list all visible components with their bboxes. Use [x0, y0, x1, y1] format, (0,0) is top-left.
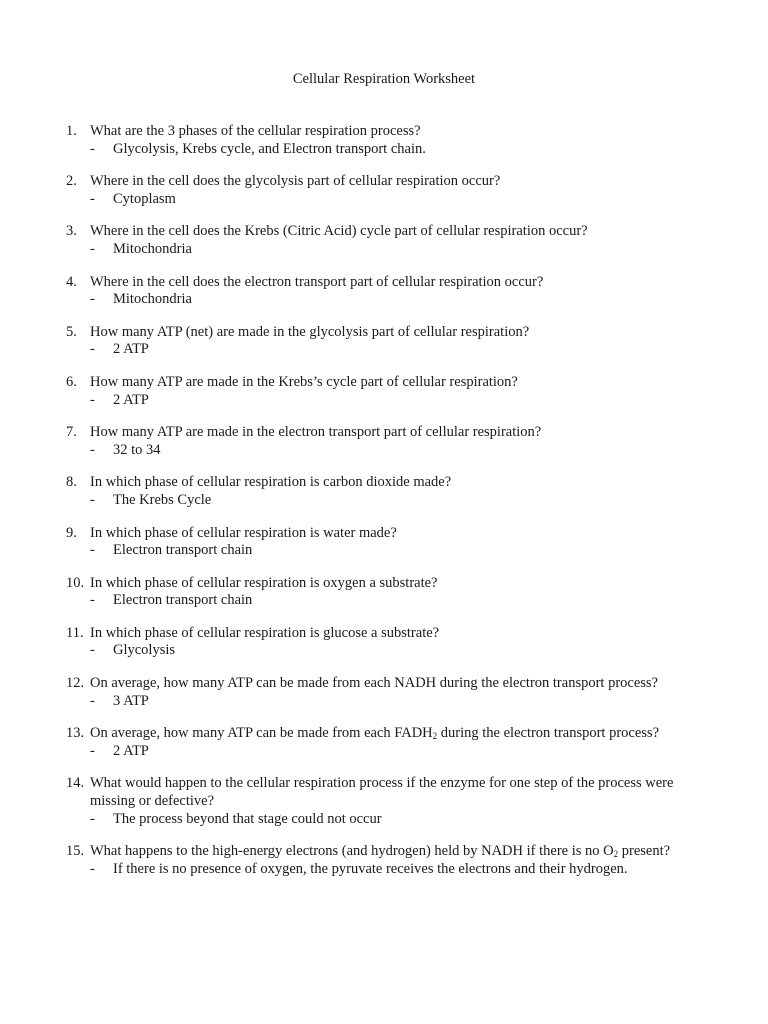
answer-dash: -: [90, 642, 95, 659]
answer-line: [90, 693, 710, 711]
answer-text: If there is no presence of oxygen, the pyruvate receives the electrons and their hydrogen.: [113, 860, 628, 877]
question-text: On average, how many ATP can be made from each NADH during the electron transport process?: [90, 675, 658, 692]
question-item: [0, 173, 768, 208]
question-text: What are the 3 phases of the cellular respiration process?: [90, 123, 421, 139]
question-text: How many ATP are made in the Krebs’s cycle part of cellular respiration?: [90, 373, 518, 390]
answer-text: The process beyond that stage could not occur: [113, 810, 382, 827]
question-item: [0, 725, 768, 760]
question-item: [0, 123, 768, 158]
question-item: [0, 625, 768, 660]
answer-line: [90, 542, 710, 560]
question-text: How many ATP are made in the electron transport part of cellular respiration?: [90, 424, 542, 441]
answer-line: [90, 191, 710, 209]
question-text: In which phase of cellular respiration is carbon dioxide made?: [90, 474, 452, 491]
question-number: 15.: [66, 843, 85, 860]
question-text: In which phase of cellular respiration is glucose a substrate?: [90, 624, 440, 641]
question-list: [0, 123, 768, 893]
question-item: [0, 843, 768, 878]
answer-line: [90, 861, 710, 879]
question-text: Where in the cell does the Krebs (Citric Acid) cycle part of cellular respiration occur?: [90, 223, 588, 240]
answer-text: Mitochondria: [113, 240, 192, 257]
question-text: How many ATP (net) are made in the glycolysis part of cellular respiration?: [90, 323, 530, 340]
question-text-part: present?: [618, 843, 671, 860]
question-text: Where in the cell does the electron transport part of cellular respiration occur?: [90, 273, 544, 290]
question-item: [0, 274, 768, 309]
answer-line: [90, 291, 710, 309]
answer-line: [90, 642, 710, 660]
answer-dash: -: [90, 291, 95, 308]
answer-dash: -: [90, 810, 95, 827]
answer-text: 2 ATP: [113, 391, 149, 408]
answer-text: Electron transport chain: [113, 542, 253, 559]
question-text: Where in the cell does the glycolysis part of cellular respiration occur?: [90, 173, 501, 190]
question-item: [0, 324, 768, 359]
question-text: In which phase of cellular respiration is oxygen a substrate?: [90, 574, 438, 591]
question-item: [0, 575, 768, 610]
answer-dash: -: [90, 140, 95, 157]
question-item: [0, 675, 768, 710]
answer-line: [90, 341, 710, 359]
answer-dash: -: [90, 592, 95, 609]
answer-dash: -: [90, 391, 95, 408]
answer-dash: -: [90, 542, 95, 559]
answer-dash: -: [90, 441, 95, 458]
question-number: 5.: [66, 323, 77, 340]
question-number: 10.: [66, 574, 85, 591]
answer-dash: -: [90, 341, 95, 358]
question-number: 3.: [66, 223, 77, 240]
question-number: 6.: [66, 373, 77, 390]
answer-dash: -: [90, 190, 95, 207]
answer-line: [90, 492, 710, 510]
worksheet-title: Cellular Respiration Worksheet: [292, 71, 476, 87]
answer-dash: -: [90, 742, 95, 759]
answer-text: Glycolysis: [113, 642, 176, 659]
question-text: In which phase of cellular respiration is water made?: [90, 524, 397, 541]
answer-dash: -: [90, 692, 95, 709]
question-item: [0, 525, 768, 560]
question-item: [0, 424, 768, 459]
question-number: 14.: [66, 775, 85, 792]
answer-line: [90, 811, 710, 829]
question-item: [0, 374, 768, 409]
question-text: [90, 843, 710, 861]
answer-line: [90, 392, 710, 410]
question-item: [0, 775, 768, 828]
question-item: [0, 223, 768, 258]
question-number: 9.: [66, 524, 77, 541]
question-text-part: during the electron transport process?: [437, 725, 660, 742]
answer-line: [90, 141, 710, 159]
question-text: What would happen to the cellular respiration process if the enzyme for one step of the process were missing or defective?: [90, 775, 674, 810]
question-number: 13.: [66, 725, 85, 742]
subscript: 2: [613, 849, 619, 860]
answer-text: Glycolysis, Krebs cycle, and Electron transport chain.: [113, 140, 426, 157]
answer-text: 2 ATP: [113, 341, 149, 358]
answer-text: 2 ATP: [113, 742, 149, 759]
answer-dash: -: [90, 240, 95, 257]
question-number: 12.: [66, 675, 85, 692]
answer-dash: -: [90, 491, 95, 508]
answer-dash: -: [90, 860, 95, 877]
question-number: 7.: [66, 424, 77, 441]
answer-line: [90, 442, 710, 460]
question-number: 2.: [66, 173, 77, 190]
answer-text: 3 ATP: [113, 692, 149, 709]
answer-text: Mitochondria: [113, 291, 192, 308]
question-item: [0, 474, 768, 509]
answer-text: Electron transport chain: [113, 592, 253, 609]
question-number: 11.: [66, 624, 84, 641]
question-number: 1.: [66, 123, 77, 139]
question-text-part: What happens to the high-energy electrons (and hydrogen) held by NADH if there is no O: [90, 843, 614, 860]
answer-text: 32 to 34: [113, 441, 161, 458]
answer-line: [90, 592, 710, 610]
question-number: 4.: [66, 273, 77, 290]
question-number: 8.: [66, 474, 77, 491]
question-text-part: On average, how many ATP can be made from each FADH: [90, 725, 433, 742]
answer-line: [90, 241, 710, 259]
subscript: 2: [432, 731, 438, 742]
answer-line: [90, 743, 710, 761]
answer-text: Cytoplasm: [113, 190, 176, 207]
question-text: [90, 725, 710, 743]
answer-text: The Krebs Cycle: [113, 491, 212, 508]
